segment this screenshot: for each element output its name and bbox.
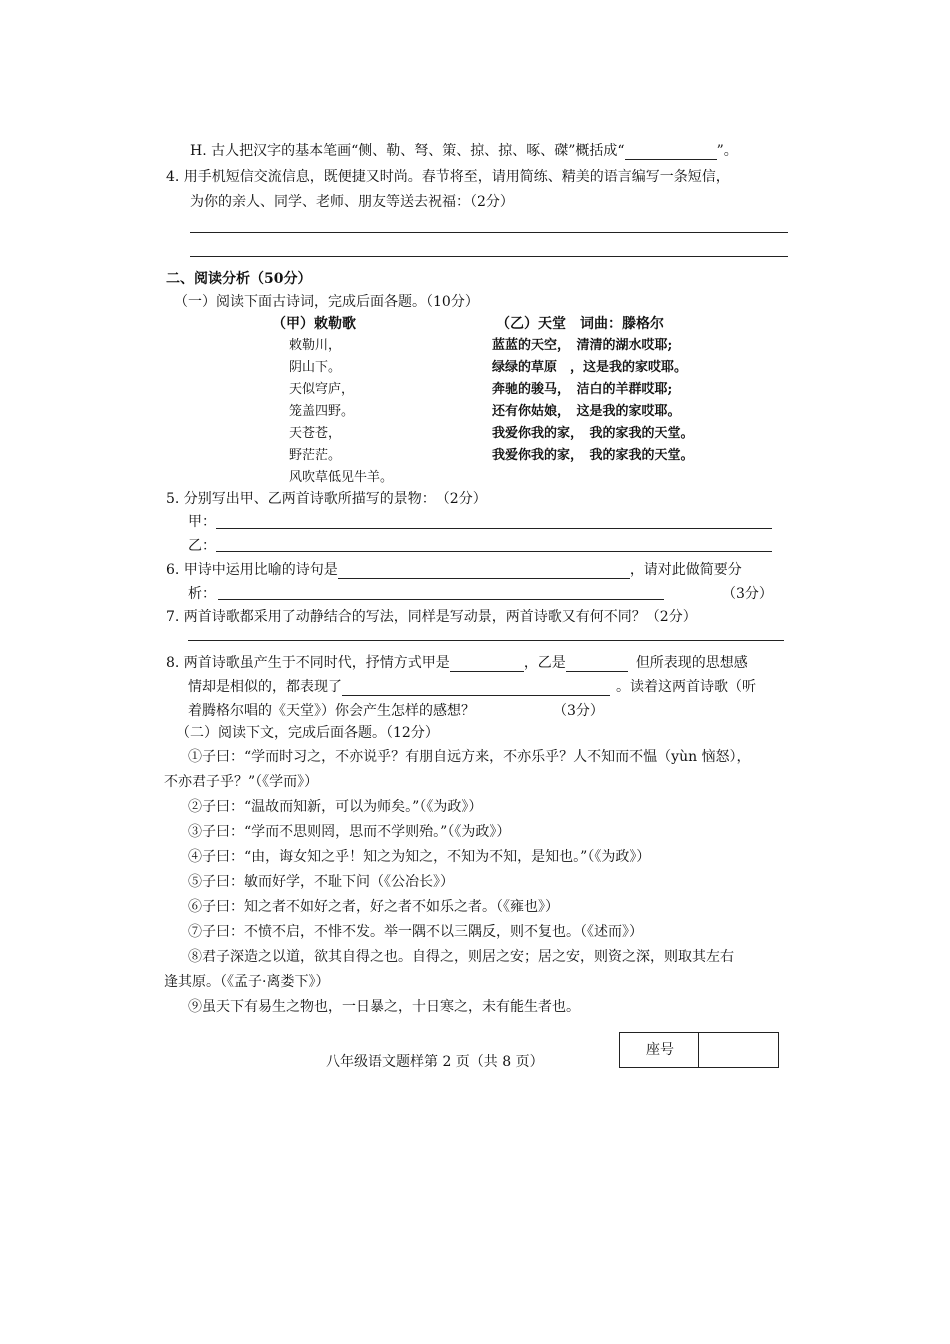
analects-line: ⑧君子深造之以道，欲其自得之也。自得之，则居之安；居之安，则资之深，则取其左右 — [188, 949, 734, 965]
poem-a-line: 天似穹庐， — [289, 382, 355, 397]
q8-text-b: ，乙是 — [523, 655, 566, 671]
poem-b-title: （乙）天堂 词曲：滕格尔 — [496, 316, 664, 332]
item-h-prefix: H. 古人把汉字的基本笔画“侧、勒、弩、策、掠、掠、啄、磔”概括成“ — [190, 143, 625, 159]
q8-text-c: 但所表现的思想感 — [635, 655, 748, 671]
q4-line2: 为你的亲人、同学、老师、朋友等送去祝福：（2分） — [190, 194, 514, 210]
part2-intro: （二）阅读下文，完成后面各题。（12分） — [176, 725, 439, 741]
poem-b-line: 我爱你我的家， 我的家我的天堂。 — [492, 426, 694, 441]
poem-a-line: 风吹草低见牛羊。 — [289, 470, 394, 485]
q4-line1: 4. 用手机短信交流信息，既便捷又时尚。春节将至，请用简练、精美的语言编写一条短信， — [166, 169, 730, 185]
q6-line2-label: 析： — [188, 586, 216, 602]
item-h-blank[interactable] — [625, 145, 717, 160]
poem-a-line: 笼盖四野。 — [289, 404, 355, 419]
item-h — [190, 142, 738, 160]
analects-line: ⑨虽天下有易生之物也，一日暴之，十日寒之，未有能生者也。 — [188, 999, 580, 1015]
q6-answer-line[interactable] — [218, 599, 664, 600]
seat-label: 座号 — [646, 1042, 674, 1058]
q5-text: 5. 分别写出甲、乙两首诗歌所描写的景物： （2分） — [166, 491, 487, 507]
q8-blank-b[interactable] — [566, 657, 628, 672]
poem-b-line: 奔驰的骏马， 洁白的羊群哎耶; — [492, 382, 673, 397]
analects-line: ⑦子曰：不愤不启，不悱不发。举一隅不以三隅反，则不复也。（《述而》） — [188, 924, 643, 940]
poem-b-line: 绿绿的草原 ，这是我的家哎耶。 — [492, 360, 688, 375]
q8-blank-c[interactable] — [342, 681, 610, 696]
q7-text: 7. 两首诗歌都采用了动静结合的写法，同样是写动景，两首诗歌又有何不同？（2分） — [166, 609, 697, 625]
seat-number-box — [619, 1032, 779, 1068]
poem-a-title: （甲）敕勒歌 — [272, 316, 356, 332]
q4-answer-line-2[interactable] — [190, 256, 788, 257]
q8-line2 — [188, 678, 756, 696]
q6-line1-text: 6. 甲诗中运用比喻的诗句是 — [166, 562, 338, 578]
q8-text-d: 情却是相似的，都表现了 — [188, 679, 342, 695]
poem-a-line: 天苍苍， — [289, 426, 342, 441]
page-footer: 八年级语文题样第 2 页（共 8 页） — [326, 1054, 544, 1070]
poem-a-line: 敕勒川， — [289, 338, 342, 353]
q8-text-e: 。读着这两首诗歌（听 — [616, 679, 756, 695]
q4-answer-line-1[interactable] — [190, 232, 788, 233]
q5-label-b: 乙： — [188, 538, 216, 554]
poem-a-line: 野茫茫。 — [289, 448, 342, 463]
analects-line: 不亦君子乎？”（《学而》） — [164, 774, 319, 790]
item-h-suffix: ”。 — [716, 143, 738, 159]
poem-b-line: 还有你姑娘， 这是我的家哎耶。 — [492, 404, 681, 419]
section-heading: 二、阅读分析（50分） — [166, 271, 312, 287]
part1-intro: （一）阅读下面古诗词，完成后面各题。（10分） — [174, 294, 479, 310]
q6-blank-1[interactable] — [338, 564, 630, 579]
analects-line: ①子曰：“学而时习之，不亦说乎？有朋自远方来，不亦乐乎？人不知而不愠（yùn 恼怒）， — [188, 749, 751, 765]
analects-line: ⑤子曰：敏而好学，不耻下问（《公冶长》） — [188, 874, 454, 890]
analects-line: 逢其原。（《孟子·离娄下》） — [164, 974, 330, 990]
q8-text-a: 8. 两首诗歌虽产生于不同时代，抒情方式甲是 — [166, 655, 450, 671]
q6-line1 — [166, 561, 742, 579]
q8-blank-a[interactable] — [450, 657, 524, 672]
q8-points: （3分） — [553, 703, 604, 719]
seat-divider — [698, 1033, 699, 1067]
poem-b-line: 我爱你我的家， 我的家我的天堂。 — [492, 448, 694, 463]
q8-line3: 着腾格尔唱的《天堂》）你会产生怎样的感想？ — [188, 703, 475, 719]
analects-line: ②子曰：“温故而知新，可以为师矣。”（《为政》） — [188, 799, 483, 815]
q6-line1-tail: ，请对此做简要分 — [629, 562, 742, 578]
q5-answer-b[interactable] — [216, 551, 772, 552]
analects-line: ③子曰：“学而不思则罔，思而不学则殆。”（《为政》） — [188, 824, 511, 840]
q6-points: （3分） — [722, 586, 773, 602]
analects-line: ⑥子曰：知之者不如好之者，好之者不如乐之者。（《雍也》） — [188, 899, 559, 915]
q5-answer-a[interactable] — [216, 528, 772, 529]
q7-answer-line[interactable] — [188, 640, 784, 641]
q5-label-a: 甲： — [188, 514, 216, 530]
q8-line1 — [166, 654, 748, 672]
poem-a-line: 阴山下。 — [289, 360, 342, 375]
analects-line: ④子曰：“由，诲女知之乎！知之为知之，不知为不知，是知也。”（《为政》） — [188, 849, 651, 865]
poem-b-line: 蓝蓝的天空， 清清的湖水哎耶; — [492, 338, 673, 353]
